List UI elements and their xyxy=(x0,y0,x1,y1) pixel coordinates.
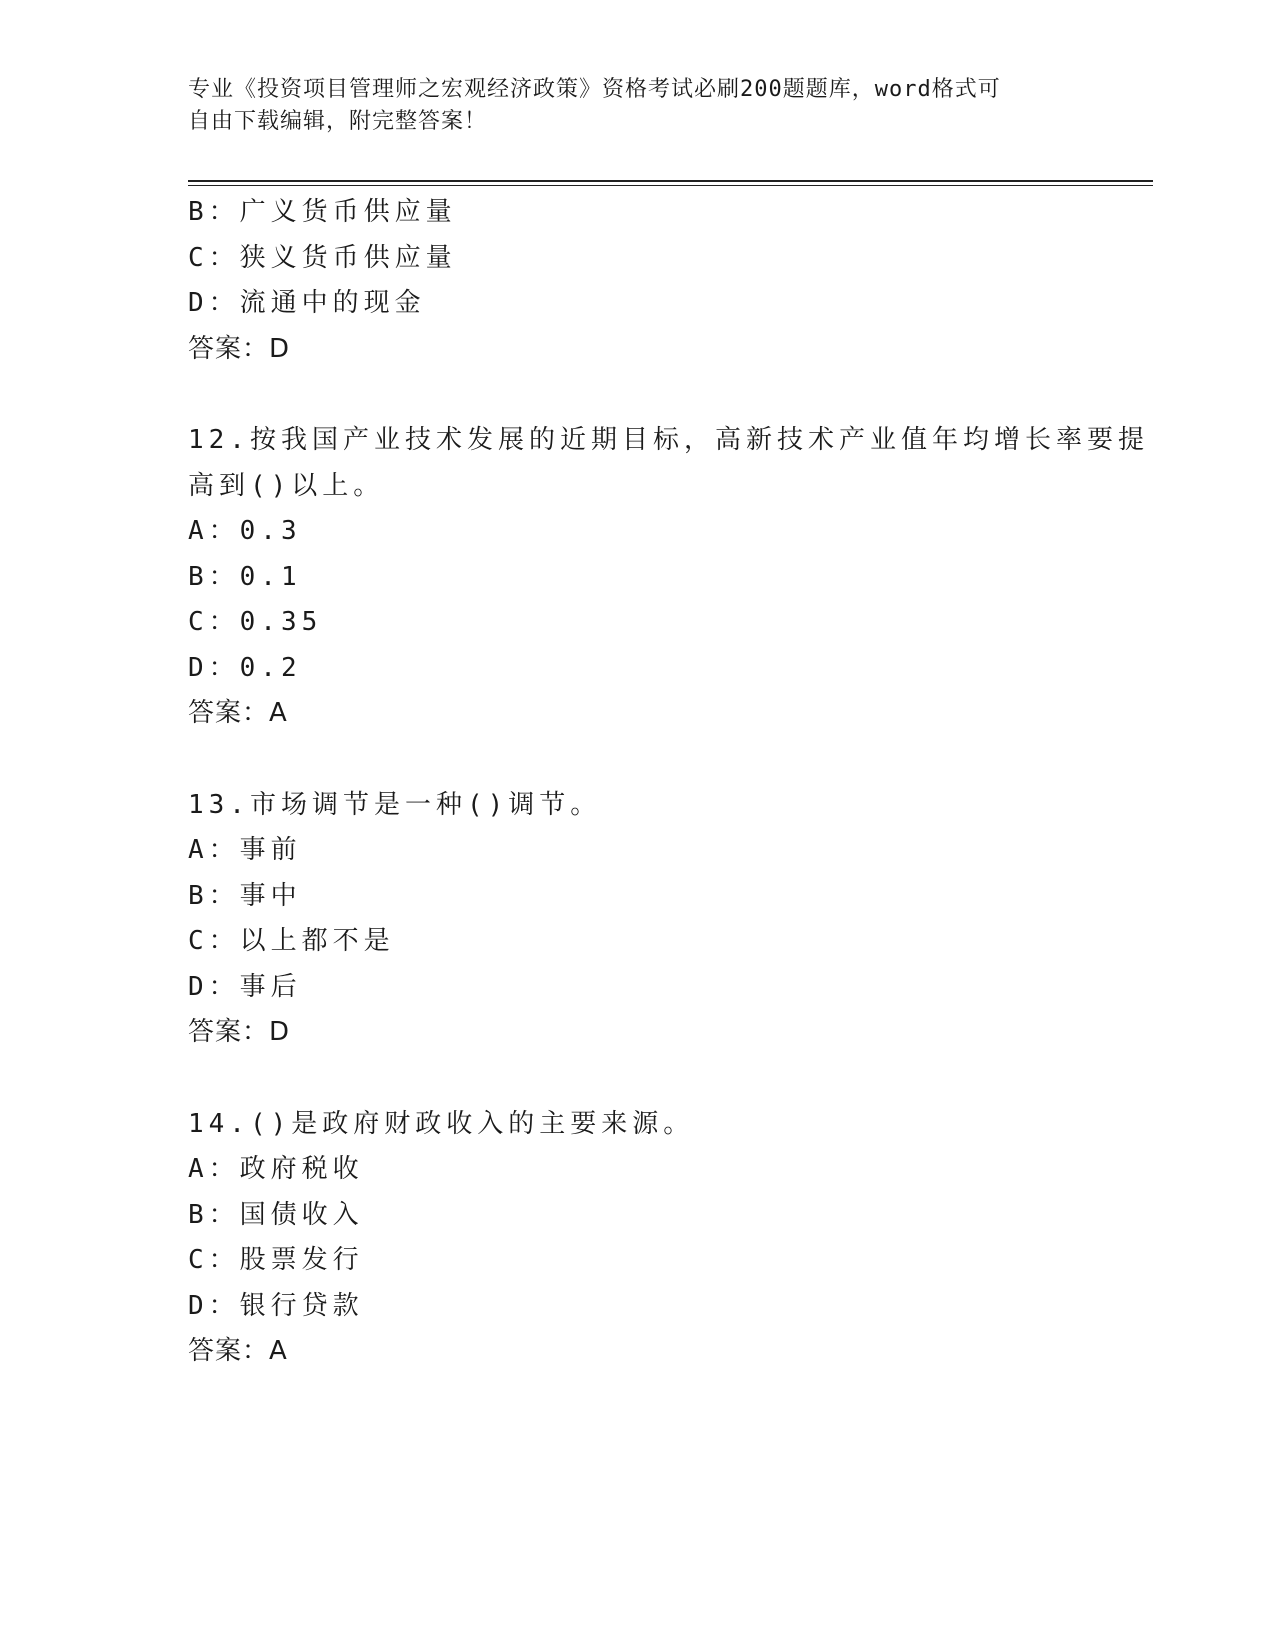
option-d: D：银行贷款 xyxy=(188,1290,364,1321)
option-d: D：流通中的现金 xyxy=(188,288,426,318)
option-c: C：以上都不是 xyxy=(188,926,395,956)
question-list xyxy=(188,190,1153,1375)
question-text-line-2: 高到()以上。 xyxy=(188,470,385,501)
header-divider-thin xyxy=(188,185,1153,186)
option-a: A：事前 xyxy=(188,835,302,865)
option-b: B：事中 xyxy=(188,880,302,911)
header-divider-thick xyxy=(188,180,1153,182)
option-c: C：0.35 xyxy=(188,607,323,637)
question-text-line-1: 13.市场调节是一种()调节。 xyxy=(188,789,602,820)
option-b: B：广义货币供应量 xyxy=(188,197,457,227)
option-c: C：狭义货币供应量 xyxy=(188,242,457,273)
answer-line: 答案：D xyxy=(188,333,291,364)
option-b: B：0.1 xyxy=(188,561,302,592)
question-11-continued xyxy=(188,190,1153,372)
question-text-line-1: 12.按我国产业技术发展的近期目标，高新技术产业值年均增长率要提 xyxy=(188,425,1149,455)
option-a: A：政府税收 xyxy=(188,1154,364,1184)
document-header xyxy=(188,74,1088,138)
option-b: B：国债收入 xyxy=(188,1199,364,1230)
question-14 xyxy=(188,1102,1153,1375)
header-line-1: 专业《投资项目管理师之宏观经济政策》资格考试必刷200题题库，word格式可 xyxy=(188,77,1001,102)
question-12 xyxy=(188,418,1153,737)
answer-line: 答案：D xyxy=(188,1017,291,1047)
option-c: C：股票发行 xyxy=(188,1245,364,1275)
answer-line: 答案：A xyxy=(188,1336,288,1366)
spacer xyxy=(188,372,1153,418)
spacer xyxy=(188,1056,1153,1102)
header-line-2: 自由下载编辑，附完整答案！ xyxy=(188,109,488,134)
question-13 xyxy=(188,783,1153,1056)
option-a: A：0.3 xyxy=(188,516,302,546)
question-text-line-1: 14.()是政府财政收入的主要来源。 xyxy=(188,1108,695,1139)
spacer xyxy=(188,737,1153,783)
option-d: D：0.2 xyxy=(188,652,302,683)
option-d: D：事后 xyxy=(188,971,302,1002)
answer-line: 答案：A xyxy=(188,698,288,728)
